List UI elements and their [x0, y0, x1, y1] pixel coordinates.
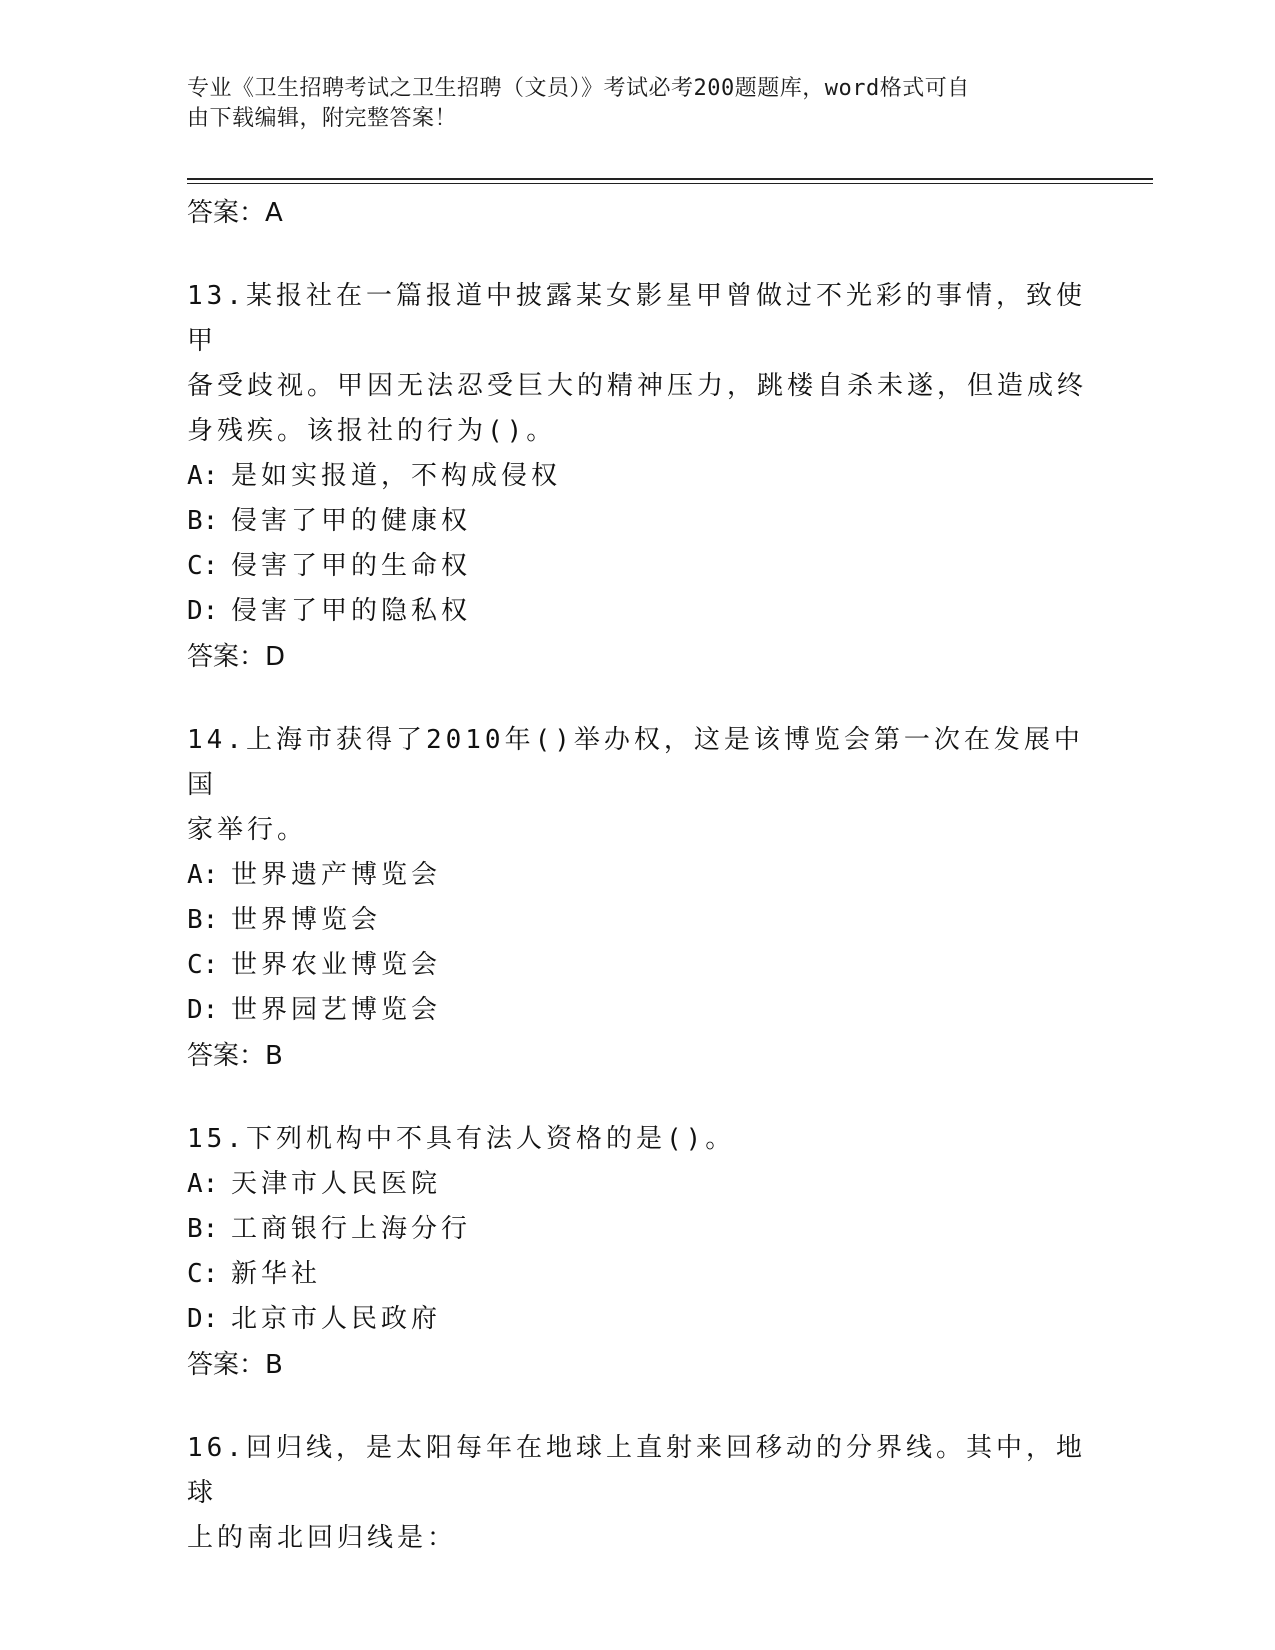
option-letter: B: — [187, 1214, 219, 1244]
spacer — [187, 1388, 1087, 1426]
stem-line: 家举行。 — [187, 815, 308, 845]
question-13-stem — [187, 274, 1087, 454]
question-15 — [187, 1117, 1087, 1388]
spacer — [187, 1079, 1087, 1117]
option-letter: D: — [187, 596, 219, 626]
option-letter: C: — [187, 950, 219, 980]
stem-line: 15.下列机构中不具有法人资格的是()。 — [187, 1124, 736, 1154]
option-d — [187, 988, 1087, 1033]
option-letter: B: — [187, 905, 219, 935]
option-text: 工商银行上海分行 — [231, 1214, 472, 1244]
header-divider-thick — [187, 178, 1153, 180]
option-d — [187, 1297, 1087, 1342]
option-text: 侵害了甲的健康权 — [231, 506, 472, 536]
option-letter: D: — [187, 995, 219, 1025]
stem-line: 身残疾。该报社的行为()。 — [187, 416, 557, 446]
option-letter: C: — [187, 1259, 219, 1289]
spacer — [187, 680, 1087, 718]
spacer — [187, 236, 1087, 274]
option-c — [187, 1252, 1087, 1297]
option-letter: A: — [187, 461, 219, 491]
option-letter: D: — [187, 1304, 219, 1334]
option-a — [187, 1162, 1087, 1207]
option-a — [187, 853, 1087, 898]
answer-line: 答案：B — [187, 1041, 283, 1071]
answer-line: 答案：B — [187, 1350, 283, 1380]
header-line-1: 专业《卫生招聘考试之卫生招聘（文员）》考试必考200题题库，word格式可自 — [187, 76, 970, 101]
question-15-stem — [187, 1117, 1087, 1162]
question-16-stem — [187, 1426, 1087, 1561]
option-text: 是如实报道，不构成侵权 — [231, 461, 562, 491]
option-text: 世界博览会 — [231, 905, 382, 935]
option-b — [187, 1207, 1087, 1252]
option-c — [187, 943, 1087, 988]
question-list — [187, 190, 1087, 1561]
answer-line: 答案：D — [187, 642, 286, 672]
stem-line: 13.某报社在一篇报道中披露某女影星甲曾做过不光彩的事情，致使甲 — [187, 281, 1086, 356]
question-16 — [187, 1426, 1087, 1561]
stem-line: 上的南北回归线是： — [187, 1523, 458, 1553]
stem-line: 14.上海市获得了2010年()举办权，这是该博览会第一次在发展中国 — [187, 725, 1084, 800]
option-text: 天津市人民医院 — [231, 1169, 442, 1199]
option-c — [187, 544, 1087, 589]
option-text: 侵害了甲的隐私权 — [231, 596, 472, 626]
option-letter: B: — [187, 506, 219, 536]
option-letter: C: — [187, 551, 219, 581]
option-text: 世界园艺博览会 — [231, 995, 442, 1025]
question-14 — [187, 718, 1087, 1079]
answer-line-12: 答案：A — [187, 198, 283, 228]
header-divider-thin — [187, 183, 1153, 184]
header-line-2: 由下载编辑，附完整答案！ — [187, 106, 458, 131]
stem-line: 备受歧视。甲因无法忍受巨大的精神压力，跳楼自杀未遂，但造成终 — [187, 371, 1088, 401]
document-header — [187, 74, 1067, 134]
option-b — [187, 898, 1087, 943]
option-text: 新华社 — [231, 1259, 322, 1289]
option-a — [187, 454, 1087, 499]
question-14-stem — [187, 718, 1087, 853]
option-text: 世界农业博览会 — [231, 950, 442, 980]
option-letter: A: — [187, 1169, 219, 1199]
question-13 — [187, 274, 1087, 680]
option-text: 北京市人民政府 — [231, 1304, 442, 1334]
stem-line: 16.回归线，是太阳每年在地球上直射来回移动的分界线。其中，地球 — [187, 1433, 1086, 1508]
option-d — [187, 589, 1087, 634]
option-text: 世界遗产博览会 — [231, 860, 442, 890]
option-text: 侵害了甲的生命权 — [231, 551, 472, 581]
option-b — [187, 499, 1087, 544]
option-letter: A: — [187, 860, 219, 890]
